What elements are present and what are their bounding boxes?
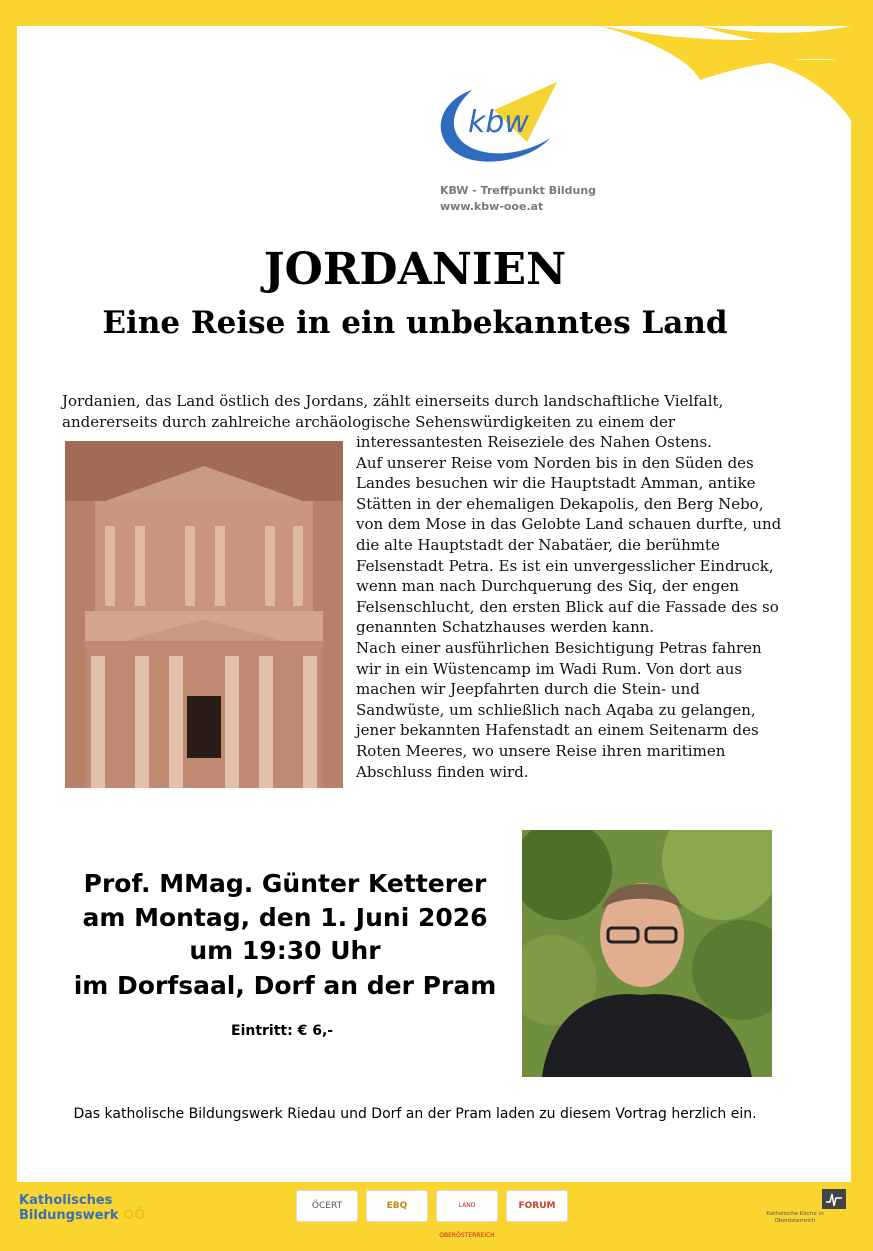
description-paragraph-3: Nach einer ausführlichen Besichtigung Petras fahren wir in ein Wüstencamp im Wadi Rum. Von dort aus machen wir Jeepfahrten durch die Stein- und Sandwüste, um schließlich nach Aqaba zu gelangen, jener bekannten Hafenstadt an einem Seitenarm des Roten Meeres, wo unsere Reise ihren maritimen Abschluss finden wird. — [356, 638, 762, 781]
logo-caption-name: KBW - Treffpunkt Bildung — [440, 184, 597, 197]
event-entry-fee: Eintritt: € 6,- — [231, 1023, 334, 1039]
forum-badge: FORUM — [506, 1190, 568, 1222]
kbw-footer-line2: Bildungswerk — [19, 1208, 119, 1223]
page-subtitle: Eine Reise in ein unbekanntes Land — [102, 305, 728, 341]
ebq-badge: EBQ — [366, 1190, 428, 1222]
logo-caption-url: www.kbw-ooe.at — [440, 200, 544, 213]
intro-text: Jordanien, das Land östlich des Jordans, zählt einerseits durch landschaftliche Vielfalt, andererseits durch zahlreiche archäologische Sehenswürdigkeiten zu einem der — [62, 392, 724, 431]
kbw-footer-oo: OÖ — [123, 1208, 146, 1223]
event-date: am Montag, den 1. Juni 2026 — [82, 903, 488, 932]
description-paragraph-2: Auf unserer Reise vom Norden bis in den Süden des Landes besuchen wir die Hauptstadt Amman, antike Stätten in der ehemaligen Dekapolis, den Berg Nebo, von dem Mose in das Gelobte Land schauen durfte, und die alte Hauptstadt der Nabatäer, die berühmte Felsenstadt Petra. Es ist ein unvergesslicher Eindruck, wenn man nach Durchquerung des Siq, der engen Felsenschlucht, den ersten Blick auf die Fassade des so genannten Schatzhauses werden kann. — [356, 453, 782, 637]
oecert-badge: ÖCERT — [296, 1190, 358, 1222]
speaker-portrait-photo — [522, 830, 772, 1077]
logo-caption — [440, 183, 640, 215]
church-logo-label: Katholische Kirche in Oberösterreich — [766, 1211, 824, 1224]
petra-treasury-photo — [65, 441, 343, 788]
kbw-footer-line1: Katholisches — [19, 1193, 113, 1208]
description-paragraph-1: interessantesten Reiseziele des Nahen Ostens. — [356, 433, 712, 451]
logo-text: kbw — [468, 105, 529, 140]
trip-description — [356, 432, 786, 782]
page-title: JORDANIEN — [263, 244, 567, 295]
event-speaker: Prof. MMag. Günter Ketterer — [83, 869, 487, 898]
land-ooe-badge: LAND OBERÖSTERREICH — [436, 1190, 498, 1222]
kbw-footer-logo — [19, 1193, 145, 1223]
event-time: um 19:30 Uhr — [189, 936, 381, 965]
invitation-text: Das katholische Bildungswerk Riedau und Dorf an der Pram laden zu diesem Vortrag herzlich ein. — [73, 1106, 757, 1122]
kbw-logo — [432, 80, 562, 176]
event-venue: im Dorfsaal, Dorf an der Pram — [73, 971, 497, 1000]
